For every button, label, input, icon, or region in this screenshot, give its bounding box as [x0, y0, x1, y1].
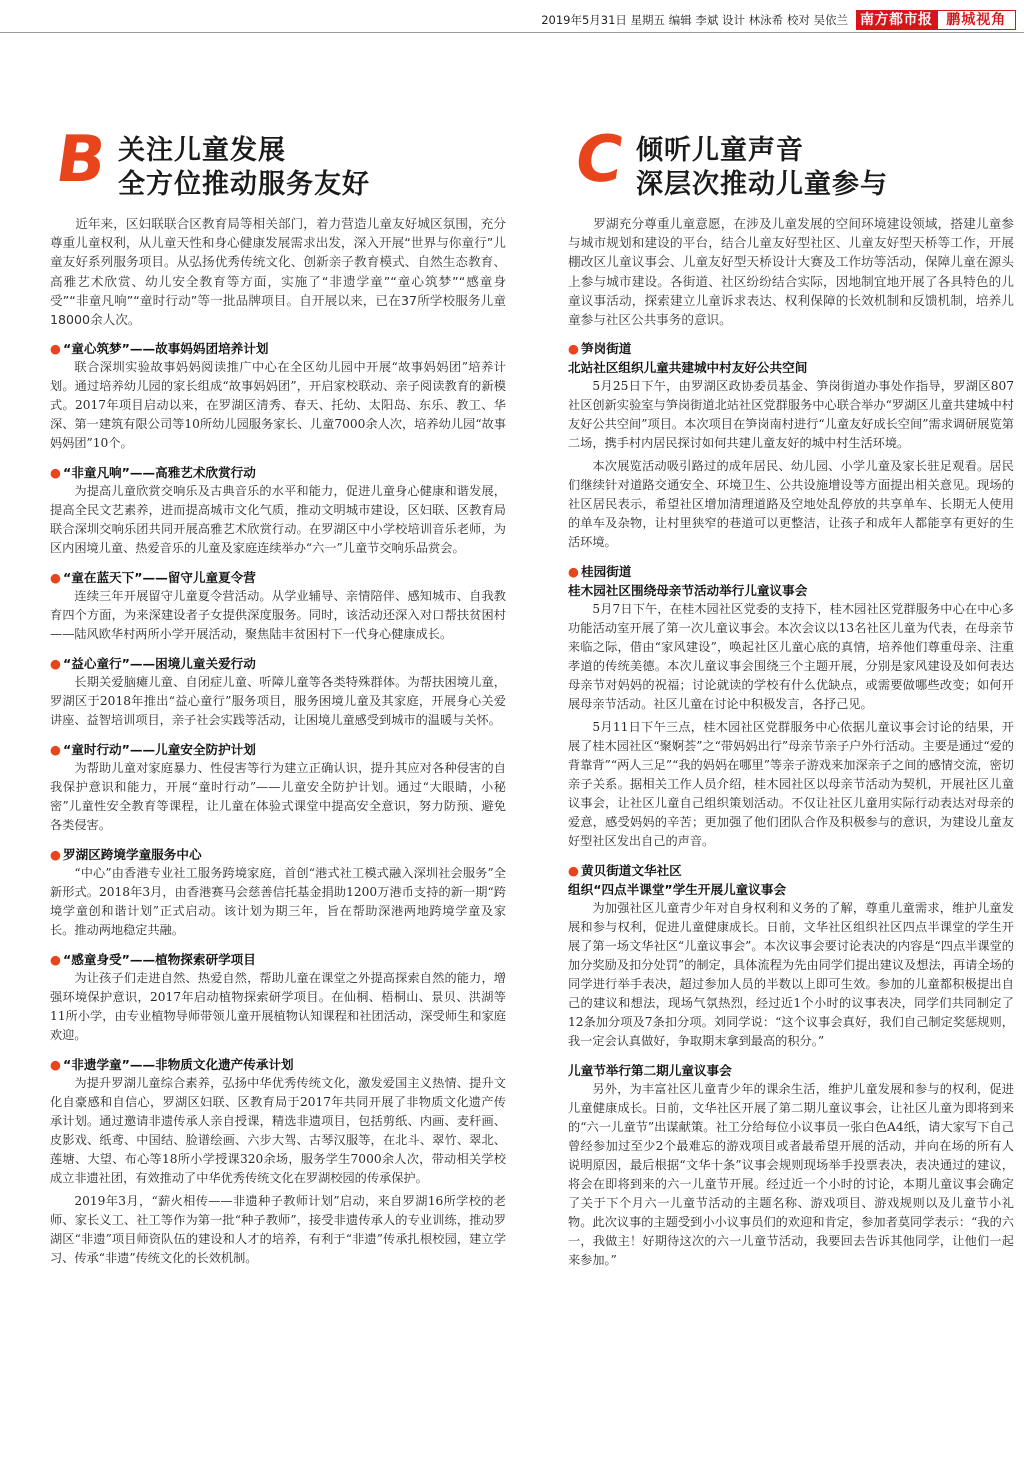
paper-name: 南方都市报: [856, 10, 937, 30]
bullet-dot-icon: ●: [50, 1057, 61, 1073]
bullet-dot-icon: ●: [568, 863, 579, 879]
bullet-dot-icon: ●: [50, 465, 61, 481]
item-subheading: 北站社区组织儿童共建城中村友好公共空间: [568, 360, 808, 376]
section-b: [50, 120, 506, 1278]
item-subheading: 桂木园社区围绕母亲节活动举行儿童议事会: [568, 583, 808, 599]
item-paragraph: 长期关爱脑瘫儿童、自闭症儿童、听障儿童等各类特殊群体。为帮扶困境儿童，罗湖区于2018年推出“益心童行”服务项目，服务困境儿童及其家庭，开展身心关爱讲座、益智培训项目，亲子社会实践等活动，让困境儿童感受到城市的温暖与关怀。: [50, 675, 506, 728]
bullet-dot-icon: ●: [568, 341, 579, 357]
article-item: [50, 1055, 506, 1268]
item-paragraph: 5月25日下午，由罗湖区政协委员基金、笋岗街道办事处作指导，罗湖区807社区创新实验室与笋岗街道北站社区党群服务中心联合举办“罗湖区儿童共建城中村友好公共空间”项目。本次项目在笋岗南村进行“儿童友好成长空间”需求调研展览第二场，携手村内居民探讨如何共建儿童友好的城中村生活环境。: [568, 379, 1014, 451]
item-heading: “童在蓝天下”——留守儿童夏令营: [63, 570, 256, 586]
item-heading: “益心童行”——困境儿童关爱行动: [63, 656, 256, 672]
section-c-intro: 罗湖充分尊重儿童意愿，在涉及儿童发展的空间环境建设领域，搭建儿童参与城市规划和建设的平台，结合儿童友好型社区、儿童友好型天桥等工作，开展棚改区儿童议事会、儿童友好型天桥设计大赛及工作坊等活动，保障儿童在源头上参与城市建设。各街道、社区纷纷结合实际，因地制宜地开展了各具特色的儿童议事活动，探索建立儿童诉求表达、权利保障的长效机制和反馈机制，培养儿童参与社区公共事务的意识。: [568, 216, 1014, 328]
item-paragraph: 为提高儿童欣赏交响乐及古典音乐的水平和能力，促进儿童身心健康和谐发展，提高全民文艺素养，进而提高城市文化气质，推动文明城市建设，区妇联、区教育局联合深圳交响乐团共同开展高雅艺术欣赏行动。在罗湖区中小学校培训音乐老师，为区内困境儿童、热爱音乐的儿童及家庭连续举办“六一”儿童节交响乐品赏会。: [50, 484, 506, 556]
bullet-dot-icon: ●: [50, 952, 61, 968]
item-subheading: 组织“四点半课堂”学生开展儿童议事会: [568, 882, 787, 898]
item-heading: 桂园街道: [581, 564, 632, 580]
page-header: [0, 0, 1024, 33]
bullet-dot-icon: ●: [50, 341, 61, 357]
item-paragraph: 另外，为丰富社区儿童青少年的课余生活，维护儿童发展和参与的权利，促进儿童健康成长。日前，文华社区开展了第二期儿童议事会，让社区儿童为即将到来的“六一儿童节”出谋献策。社工分给每位小议事员一张白色A4纸，请大家写下自己曾经参加过至少2个最难忘的游戏项目或者最希望开展的活动，并向在场的所有人说明原因，最后根据“文华十条”议事会规则现场举手投票表决，表决通过的建议，将会在即将到来的六一儿童节开展。经过近一个小时的讨论，本期儿童议事会确定了关于下个月六一儿童节活动的主题名称、游戏项目、游戏规则以及儿童节小礼物。此次议事的主题受到小小议事员们的欢迎和肯定，参加者莫同学表示：“我的六一，我做主！好期待这次的六一儿童节活动，我要回去告诉其他同学，让他们一起来参加。”: [568, 1082, 1014, 1268]
item-heading: “童时行动”——儿童安全防护计划: [63, 742, 256, 758]
article-item: [50, 950, 506, 1045]
item-heading: “童心筑梦”——故事妈妈团培养计划: [63, 341, 269, 357]
masthead-logo: [856, 10, 1016, 30]
issue-meta: 2019年5月31日 星期五 编辑 李斌 设计 林泳希 校对 吴依兰: [541, 13, 848, 27]
item-heading: “非童凡响”——高雅艺术欣赏行动: [63, 465, 256, 481]
item-paragraph: 联合深圳实验故事妈妈阅读推广中心在全区幼儿园中开展“故事妈妈团”培养计划。通过培养幼儿园的家长组成“故事妈妈团”，开启家校联动、亲子阅读教育的新模式。2017年项目启动以来，在罗湖区清秀、春天、托幼、太阳岛、东乐、教工、华深、第一建筑有限公司等10所幼儿园服务家长、儿童7000余人次，培养幼儿园“故事妈妈团”10个。: [50, 360, 506, 451]
item-paragraph: “中心”由香港专业社工服务跨境家庭，首创“港式社工模式融入深圳社会服务”全新形式。2018年3月，由香港赛马会慈善信托基金捐助1200万港币支持的新一期“跨境学童创和谐计划”正式启动。该计划为期三年，旨在帮助深港两地跨境学童及家长。推动两地稳定共融。: [50, 866, 506, 938]
bullet-dot-icon: ●: [568, 564, 579, 580]
section-b-heading: [50, 120, 506, 212]
item-subheading: 儿童节举行第二期儿童议事会: [568, 1063, 732, 1079]
article-item: [568, 562, 1014, 851]
section-b-title-line2: 全方位推动服务友好: [118, 169, 370, 200]
item-heading: 罗湖区跨境学童服务中心: [63, 847, 202, 863]
article-item: [50, 568, 506, 644]
item-heading: 黄贝街道文华社区: [581, 863, 682, 879]
article-item: [50, 463, 506, 558]
article-item: [568, 339, 1014, 552]
item-heading: “非遗学童”——非物质文化遗产传承计划: [63, 1057, 294, 1073]
article-item: [50, 845, 506, 940]
item-paragraph: 为加强社区儿童青少年对自身权利和义务的了解，尊重儿童需求，维护儿童发展和参与权利，促进儿童健康成长。日前，文华社区组织社区四点半课堂的学生开展了第一场文华社区“儿童议事会”。本次议事会要讨论表决的内容是“四点半课堂的加分奖励及扣分处罚”的制定，具体流程为先由同学们提出建议及想法，再请全场的同学进行举手表决，超过参加人员的半数以上即可生效。参加的儿童都积极提出自己的建议和想法，现场气氛热烈，经过近1个小时的议事表决，同学们共同制定了12条加分项及7条扣分项。刘同学说：“这个议事会真好，我们自己制定奖惩规则，我一定会认真做好，争取期末拿到最高的积分。”: [568, 901, 1014, 1049]
article-item: [568, 1061, 1014, 1270]
section-b-title-line1: 关注儿童发展: [118, 135, 286, 166]
article-item: [568, 861, 1014, 1051]
item-paragraph: 为提升罗湖儿童综合素养，弘扬中华优秀传统文化，激发爱国主义热情、提升文化自豪感和自信心，罗湖区妇联、区教育局于2017年共同开展了非物质文化遗产传承计划。通过邀请非遗传承人亲自授课，精选非遗项目，包括剪纸、内画、麦秆画、皮影戏、纸鸢、中国结、脸谱绘画、六步大驾、古琴汉服等，在北斗、翠竹、翠北、莲塘、大望、布心等18所小学授课320余场，服务学生7000余人次，带动相关学校成立非遗社团，有效推动了中华优秀传统文化在罗湖校园的传承保护。: [50, 1076, 506, 1186]
item-paragraph: 为让孩子们走进自然、热爱自然，帮助儿童在课堂之外提高探索自然的能力，增强环境保护意识，2017年启动植物探索研学项目。在仙桐、梧桐山、景贝、洪湖等11所小学，由专业植物导师带领儿童开展植物认知课程和社团活动，深受师生和家庭欢迎。: [50, 971, 506, 1043]
section-c-title-line1: 倾听儿童声音: [636, 135, 804, 166]
section-c: [568, 120, 1014, 1280]
section-c-heading: [568, 120, 1014, 212]
article-item: [50, 654, 506, 730]
bullet-dot-icon: ●: [50, 656, 61, 672]
bullet-dot-icon: ●: [50, 570, 61, 586]
section-b-intro: 近年来，区妇联联合区教育局等相关部门，着力营造儿童友好城区氛围，充分尊重儿童权利，从儿童天性和身心健康发展需求出发，深入开展“世界与你童行”儿童友好系列服务项目。从弘扬优秀传统文化、创新亲子教育模式、自然生态教育、高雅艺术欣赏、幼儿安全教育等方面，实施了“非遗学童”“童心筑梦”“感童身受”“非童凡响”“童时行动”等一批品牌项目。自开展以来，已在37所学校服务儿童18000余人次。: [50, 216, 506, 328]
item-heading: “感童身受”——植物探索研学项目: [63, 952, 256, 968]
section-c-title-line2: 深层次推动儿童参与: [636, 169, 888, 200]
edition-name: 鹏城视角: [937, 10, 1017, 30]
section-letter-b: B: [51, 123, 111, 197]
item-paragraph: 5月7日下午，在桂木园社区党委的支持下，桂木园社区党群服务中心在中心多功能活动室开展了第一次儿童议事会。本次会议以13名社区儿童为代表，在母亲节来临之际，借由“家风建设”，唤起社区儿童心底的真情，培养他们尊重母亲、注重孝道的传统美德。本次儿童议事会围绕三个主题开展，分别是家风建设及如何表达母亲节对妈妈的祝福；讨论就读的学校有什么优缺点，或需要做哪些改变；如何开展母亲节活动。社区儿童在讨论中积极发言，各抒己见。: [568, 602, 1014, 712]
item-paragraph: 为帮助儿童对家庭暴力、性侵害等行为建立正确认识，提升其应对各种侵害的自我保护意识和能力，开展“童时行动”——儿童安全防护计划。通过“大眼睛，小秘密”儿童性安全教育等课程，让儿童在体验式课堂中提高安全意识，努力防预、避免各类侵害。: [50, 761, 506, 833]
item-paragraph: 5月11日下午三点，桂木园社区党群服务中心依据儿童议事会讨论的结果，开展了桂木园社区“聚婀荟”之“带妈妈出行”母亲节亲子户外行活动。主要是通过“爱的背靠背”“两人三足”“我的妈妈在哪里”等亲子游戏来加深亲子之间的感情交流，密切亲子关系。据相关工作人员介绍，桂木园社区以母亲节活动为契机，开展社区儿童议事会，让社区儿童自己组织策划活动。不仅让社区儿童用实际行动表达对母亲的爱意，感受妈妈的辛苦；更加强了他们团队合作及积极参与的意识，为建设儿童友好型社区发出自己的声音。: [568, 720, 1014, 849]
item-paragraph: 2019年3月，“薪火相传——非遗种子教师计划”启动，来自罗湖16所学校的老师、家长义工、社工等作为第一批“种子教师”，接受非遗传承人的专业训练，推动罗湖区“非遗”项目师资队伍的建设和人才的培养，有利于“非遗”传承扎根校园，建立学习、传承“非遗”传统文化的长效机制。: [50, 1194, 506, 1266]
item-heading: 笋岗街道: [581, 341, 632, 357]
item-paragraph: 连续三年开展留守儿童夏令营活动。从学业辅导、亲情陪伴、感知城市、自我教育四个方面，为来深建设者子女提供深度服务。同时，该活动还深入对口帮扶贫困村——陆风欧华村两所小学开展活动，聚焦陆丰贫困村下一代身心健康成长。: [50, 589, 506, 642]
bullet-dot-icon: ●: [50, 742, 61, 758]
article-item: [50, 740, 506, 835]
section-letter-c: C: [570, 123, 628, 197]
bullet-dot-icon: ●: [50, 847, 61, 863]
article-item: [50, 339, 506, 453]
item-paragraph: 本次展览活动吸引路过的成年居民、幼儿园、小学儿童及家长驻足观看。居民们继续针对道路交通安全、环境卫生、公共设施增设等方面提出相关意见。现场的社区居民表示，希望社区增加清理道路及空地处乱停放的共享单车、长期无人使用的单车及杂物，让村里狭窄的巷道可以更整洁，让孩子和成年人都能享有更好的生活环境。: [568, 459, 1014, 550]
